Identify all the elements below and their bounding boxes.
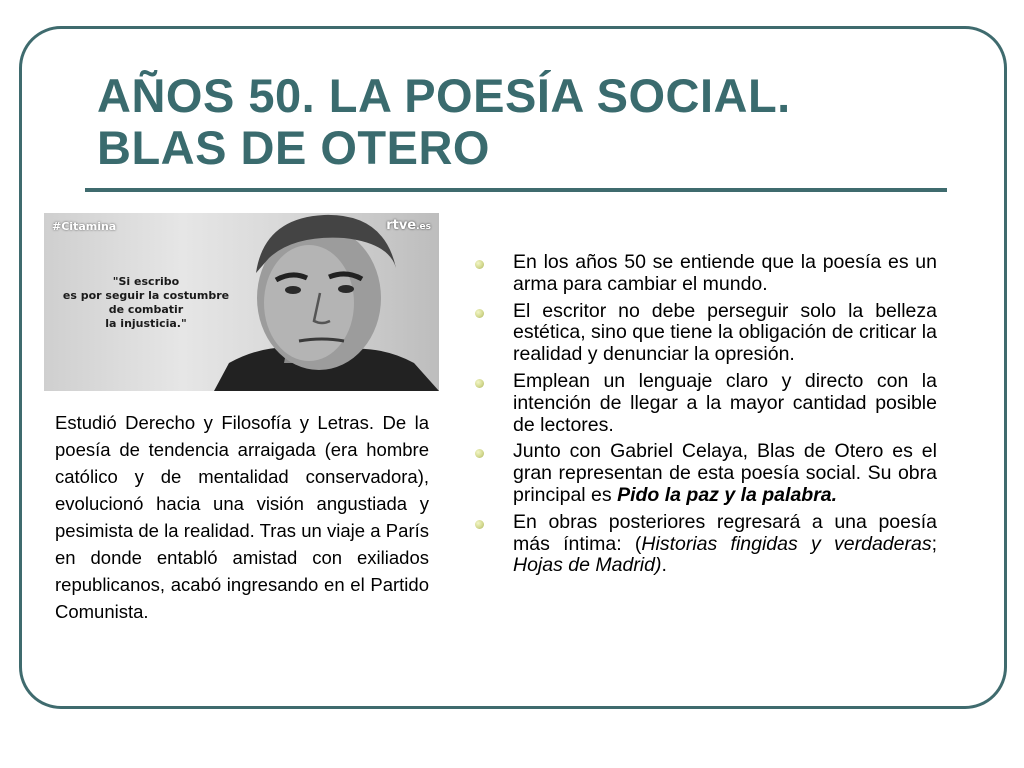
rtve-logo-text: rtve [386,218,417,233]
bullet-text: En los años 50 se entiende que la poesía es un arma para cambiar el mundo. [513,251,937,295]
biography-paragraph: Estudió Derecho y Filosofía y Letras. De la poesía de tendencia arraigada (era hombre católico y de mentalidad conservadora), evolucionó hacia una visión angustiada y pesimista de la realidad. Tras un viaje a París en donde entabló amistad con exiliados republicanos, acabó ingresando en el Partido Comunista. [55,412,429,622]
bullet-dot-icon [475,309,484,318]
photo-hashtag: #Citamina [52,220,117,233]
separator: ; [931,532,938,555]
photo-quote: "Si escribo es por seguir la costumbre de combatir la injusticia." [62,275,230,330]
bullet-text: En obras posteriores regresará a una poesía más íntima: ( [513,510,937,555]
bullet-item [472,441,937,506]
bullet-text: Junto con Gabriel Celaya, Blas de Otero es el gran representan de esta poesía social. Su obra principal es [513,440,937,506]
title-underline [85,188,947,192]
bullet-list [472,252,937,582]
bullet-dot-icon [475,520,484,529]
rtve-logo [386,218,431,233]
bullet-text-end: . [661,554,667,577]
bullet-text: El escritor no debe perseguir solo la belleza estética, sino que tiene la obligación de criticar la realidad y denunciar la opresión. [513,299,937,366]
bullet-item [472,252,937,296]
bullet-dot-icon [475,449,484,458]
bullet-item [472,371,937,436]
bullet-item [472,512,937,577]
bullet-item [472,301,937,366]
bullet-dot-icon [475,379,484,388]
slide-title [97,70,957,174]
title-line-1: AÑOS 50. LA POESÍA SOCIAL. [97,69,791,122]
bullet-dot-icon [475,260,484,269]
work-title: Historias fingidas y verdaderas [641,532,932,555]
author-photo [44,213,439,391]
work-title: Pido la paz y la palabra. [617,483,838,506]
title-line-2: BLAS DE OTERO [97,121,490,174]
rtve-logo-suffix: .es [416,222,431,232]
bullet-text: Emplean un lenguaje claro y directo con la intención de llegar a la mayor cantidad posible de lectores. [513,369,937,436]
work-title: Hojas de Madrid) [513,554,662,577]
